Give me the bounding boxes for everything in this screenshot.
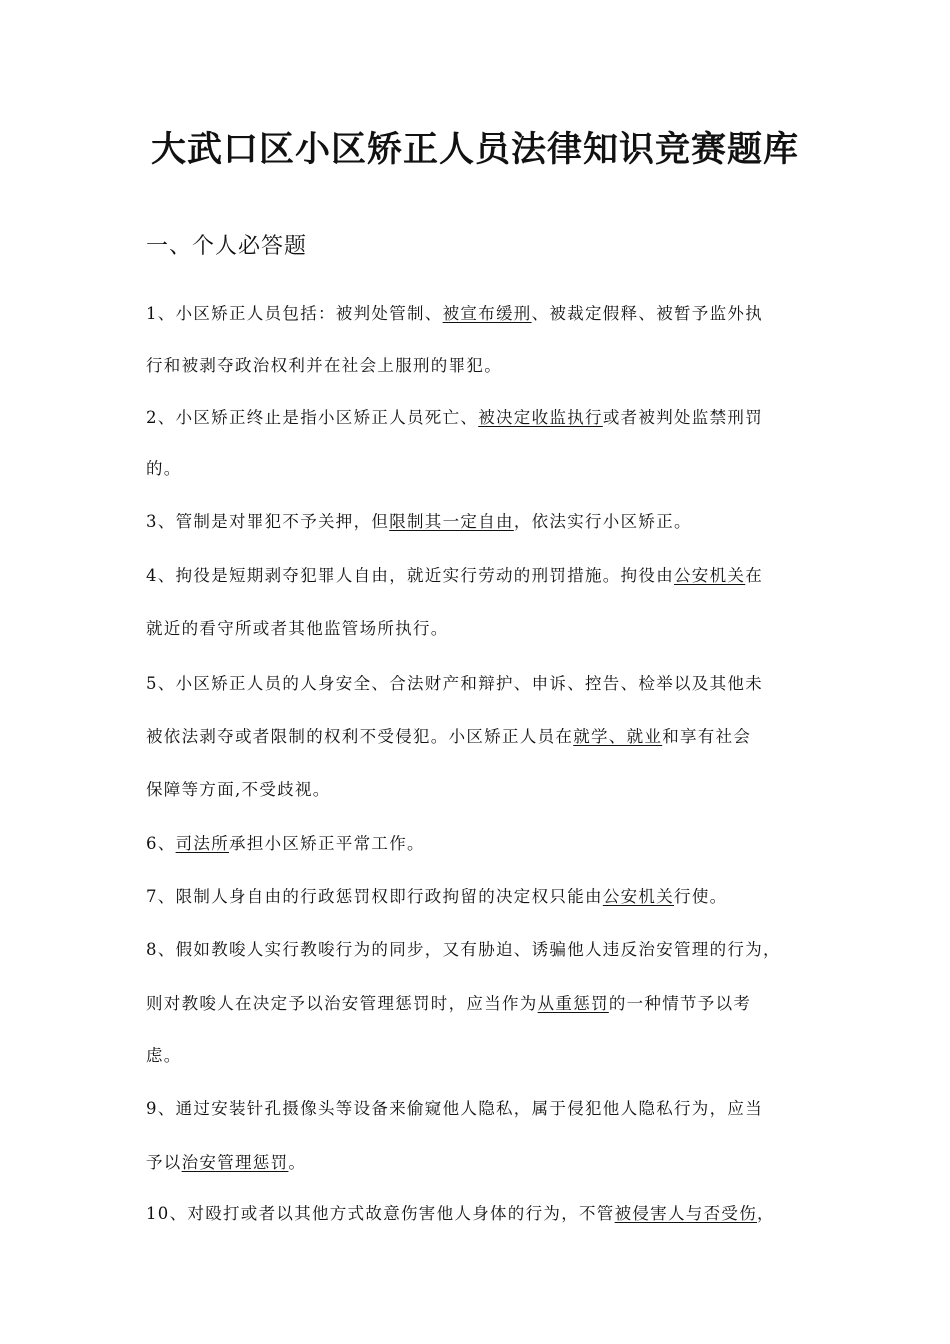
text-span: 。 <box>288 1153 307 1172</box>
text-span: 7、限制人身自由的行政惩罚权即行政拘留的决定权只能由 <box>146 887 603 906</box>
text-span: 在 <box>745 566 764 585</box>
text-span: 2、小区矫正终止是指小区矫正人员死亡、 <box>146 408 479 427</box>
text-line <box>146 406 763 430</box>
answer-underlined: 就学、就业 <box>573 727 663 746</box>
text-line <box>146 832 425 856</box>
text-line <box>146 672 763 696</box>
text-span: 9、通过安装针孔摄像头等设备来偷窥他人隐私，属于侵犯他人隐私行为，应当 <box>146 1099 763 1118</box>
text-line <box>146 938 781 962</box>
text-line <box>146 1151 306 1175</box>
text-span: 就近的看守所或者其他监管场所执行。 <box>146 619 449 638</box>
text-span: 5、小区矫正人员的人身安全、合法财产和辩护、申诉、控告、检举以及其他未 <box>146 674 763 693</box>
answer-underlined: 司法所 <box>175 834 230 853</box>
text-span: 、被裁定假释、被暂予监外执 <box>531 304 764 323</box>
text-line <box>146 457 182 481</box>
text-span: 则对教唆人在决定予以治安管理惩罚时，应当作为 <box>146 994 538 1013</box>
text-span: 行使。 <box>674 887 728 906</box>
answer-underlined: 被决定收监执行 <box>478 408 603 427</box>
answer-underlined: 被宣布缓刑 <box>442 304 532 323</box>
text-line <box>146 1202 775 1226</box>
text-line <box>146 354 502 378</box>
text-span: 虑。 <box>146 1046 182 1065</box>
section-heading: 一、个人必答题 <box>146 234 308 259</box>
text-span: 予以 <box>146 1153 182 1172</box>
text-span: 4、拘役是短期剥夺犯罪人自由，就近实行劳动的刑罚措施。拘役由 <box>146 566 674 585</box>
text-span: 1、小区矫正人员包括：被判处管制、 <box>146 304 443 323</box>
answer-underlined: 限制其一定自由 <box>389 512 514 531</box>
text-span: 6、 <box>146 834 176 853</box>
document-title: 大武口区小区矫正人员法律知识竞赛题库 <box>150 129 799 170</box>
text-span: ， <box>757 1204 775 1223</box>
answer-underlined: 被侵害人与否受伤 <box>614 1204 758 1223</box>
text-span: 行和被剥夺政治权利并在社会上服刑的罪犯。 <box>146 356 502 375</box>
text-span: 10、对殴打或者以其他方式故意伤害他人身体的行为，不管 <box>146 1204 615 1223</box>
text-span: 和享有社会 <box>662 727 752 746</box>
text-line <box>146 992 751 1016</box>
text-line <box>146 617 449 641</box>
text-line <box>146 510 692 534</box>
text-span: 承担小区矫正平常工作。 <box>229 834 425 853</box>
text-span: 被依法剥夺或者限制的权利不受侵犯。小区矫正人员在 <box>146 727 574 746</box>
text-line <box>146 725 751 749</box>
answer-underlined: 公安机关 <box>674 566 746 585</box>
text-line <box>146 885 727 909</box>
answer-underlined: 从重惩罚 <box>537 994 609 1013</box>
text-span: ，依法实行小区矫正。 <box>513 512 692 531</box>
answer-underlined: 治安管理惩罚 <box>181 1153 289 1172</box>
text-span: 或者被判处监禁刑罚 <box>602 408 764 427</box>
text-line <box>146 302 763 326</box>
text-line <box>146 1097 763 1121</box>
answer-underlined: 公安机关 <box>602 887 675 906</box>
text-span: 的一种情节予以考 <box>608 994 752 1013</box>
text-span: 的。 <box>146 459 182 478</box>
text-span: 3、管制是对罪犯不予关押，但 <box>146 512 390 531</box>
text-line <box>146 564 763 588</box>
text-line <box>146 778 331 802</box>
text-span: 保障等方面,不受歧视。 <box>146 780 331 799</box>
text-line <box>146 1044 182 1068</box>
text-span: 8、假如教唆人实行教唆行为的同步，又有胁迫、诱骗他人违反治安管理的行为， <box>146 940 781 959</box>
